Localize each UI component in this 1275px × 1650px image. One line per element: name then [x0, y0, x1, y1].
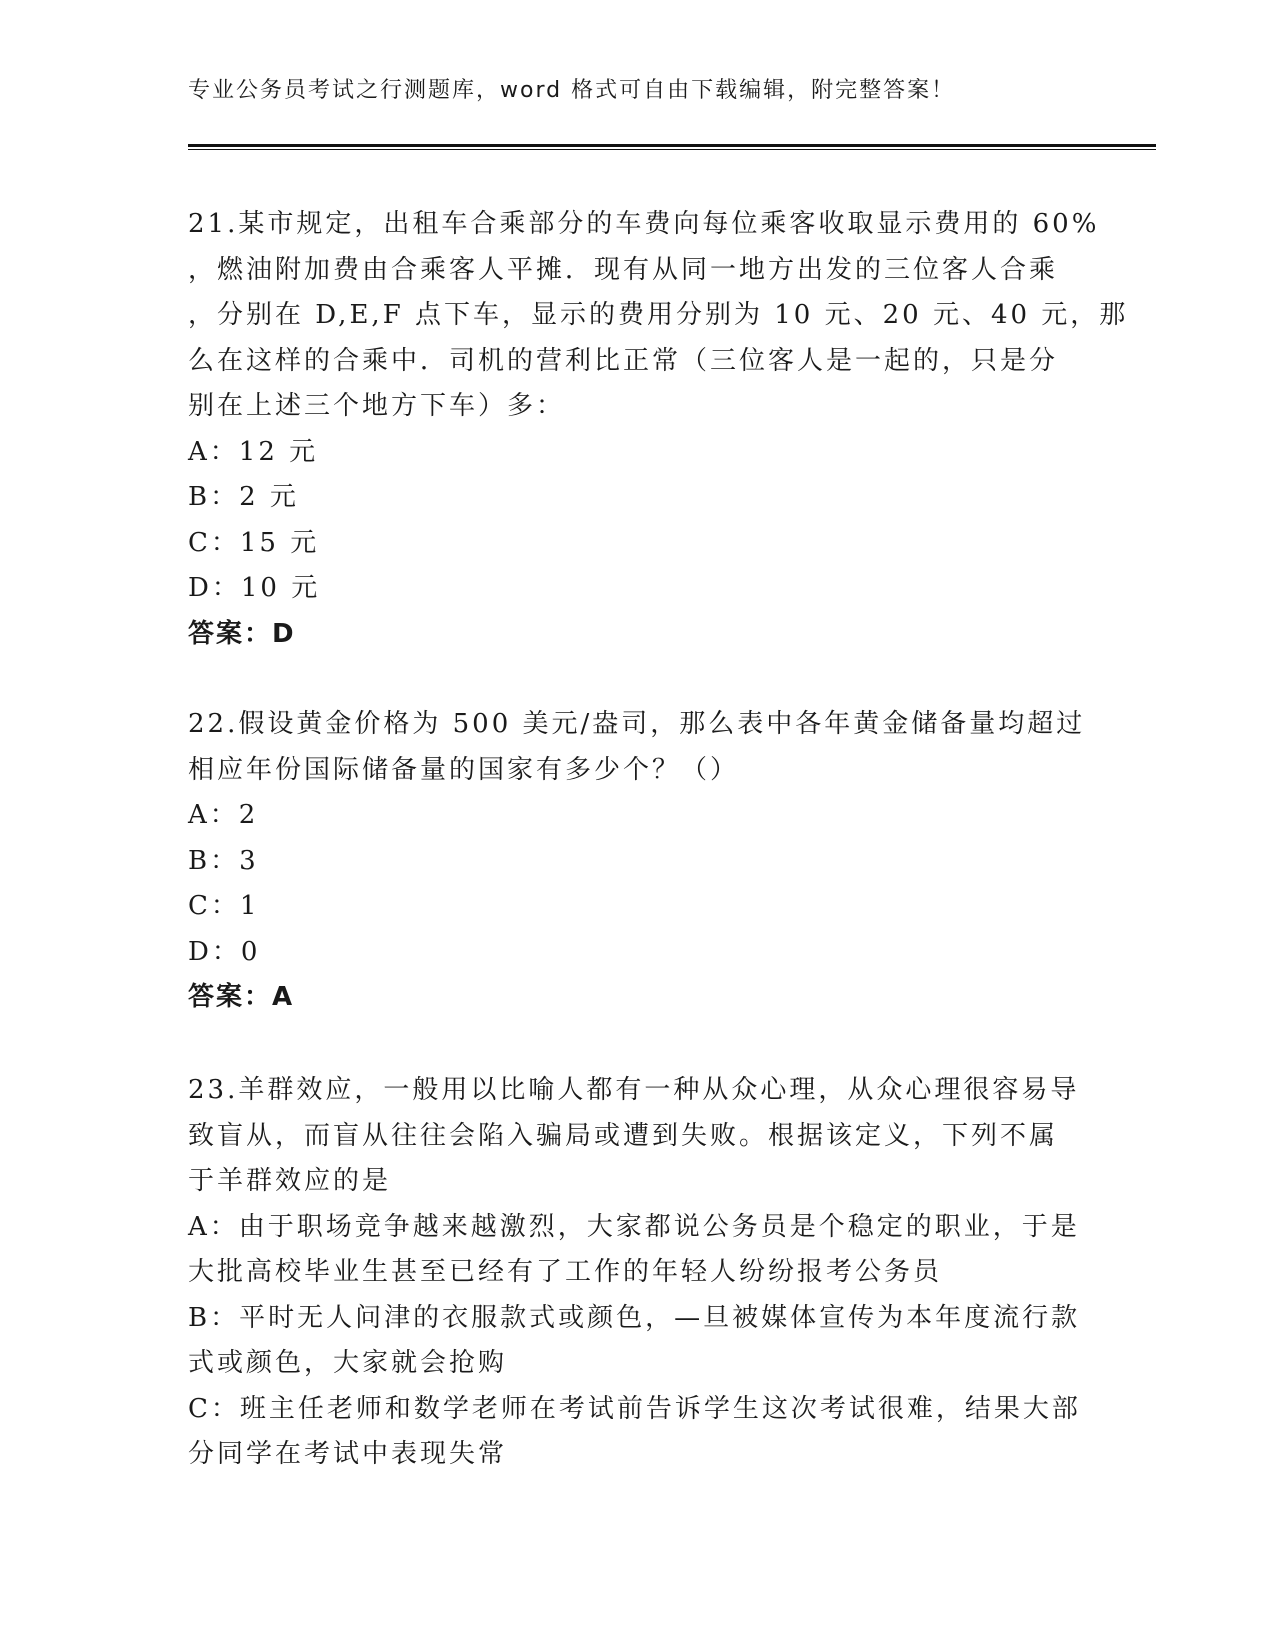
option-d: D：10 元: [188, 573, 321, 603]
option-a: A：2: [188, 800, 259, 830]
option-c: C：班主任老师和数学老师在考试前告诉学生这次考试很难，结果大部: [188, 1393, 1081, 1424]
question-23: [188, 1068, 1088, 1478]
question-text-line: 21.某市规定，出租车合乘部分的车费向每位乘客收取显示费用的 60%: [188, 209, 1100, 239]
option-b: B：平时无人问津的衣服款式或颜色，—旦被媒体宣传为本年度流行款: [188, 1302, 1081, 1333]
option-a: A：由于职场竞争越来越激烈，大家都说公务员是个稳定的职业，于是: [188, 1211, 1080, 1242]
question-text-line: 别在上述三个地方下车）多：: [188, 391, 566, 421]
question-text-line: 致盲从，而盲从往往会陷入骗局或遭到失败。根据该定义，下列不属: [188, 1120, 1059, 1151]
question-text-line: 相应年份国际储备量的国家有多少个？（）: [188, 754, 740, 785]
option-c: C：1: [188, 891, 260, 921]
header-divider: [188, 144, 1156, 150]
question-text-line: 于羊群效应的是: [188, 1166, 392, 1196]
option-a-continued: 大批高校毕业生甚至已经有了工作的年轻人纷纷报考公务员: [188, 1257, 943, 1287]
option-a: A：12 元: [188, 436, 319, 467]
option-d: D：0: [188, 936, 261, 967]
question-text-line: 么在这样的合乘中．司机的营利比正常（三位客人是一起的，只是分: [188, 345, 1059, 376]
option-c-continued: 分同学在考试中表现失常: [188, 1439, 508, 1469]
option-b: B：2 元: [188, 482, 299, 512]
answer-label: 答案：D: [188, 618, 296, 649]
question-text-line: 23.羊群效应，一般用以比喻人都有一种从众心理，从众心理很容易导: [188, 1075, 1080, 1105]
option-b-continued: 式或颜色，大家就会抢购: [188, 1348, 508, 1378]
question-22: [188, 702, 1088, 1021]
question-text-line: ，分别在 D,E,F 点下车，显示的费用分别为 10 元、20 元、40 元，那: [188, 300, 1129, 330]
option-b: B：3: [188, 845, 259, 876]
question-21: [188, 202, 1129, 657]
page-header-title: 专业公务员考试之行测题库，word 格式可自由下载编辑，附完整答案！: [188, 78, 956, 103]
question-text-line: ，燃油附加费由合乘客人平摊．现有从同一地方出发的三位客人合乘: [188, 254, 1059, 285]
question-text-line: 22.假设黄金价格为 500 美元/盎司，那么表中各年黄金储备量均超过: [188, 709, 1086, 739]
option-c: C：15 元: [188, 527, 320, 558]
answer-label: 答案：A: [188, 982, 295, 1012]
